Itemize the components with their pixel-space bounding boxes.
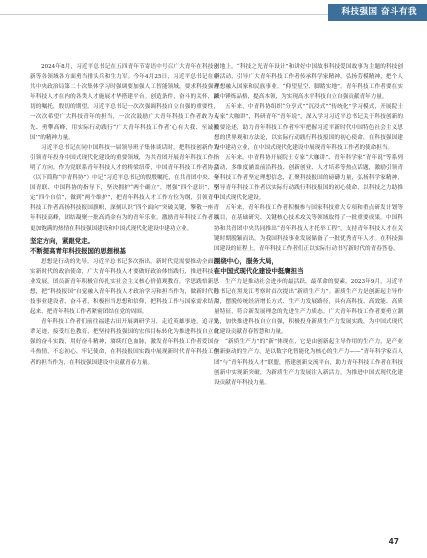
body-paragraph: 2024年8月，习近平总书记在五四青年节寄语中号召广大青年在科技创新等各领域各方面勇当排头兵和生力军。今年4月25日，习近平总书记在中共中央政治局第二十次集体学习时强调要加强人工智能领域，要求科技强青年科技人才在内的各类人才施展才华搭建平台。创造条件，奋斗的关怀，深切的嘱托，殷切的期望。习近平总书记一次次强调科技自立自强的重要性，一次次希望广大科技青年的担当，一次次鼓励广大青年科技工作者敢为人先、勇攀高峰，用实际行动践行“广大青年科技工作者‘心有大我、至诚报国’”的精神力量。 [30,64,219,141]
body-paragraph: 五年来，青年科技工作者积极参与国家科技重大专项和重点研发计划等项目，在基础研究、关键核心技术攻关等领域取得了一批重要成果。中国科协和共青团中央共同推出“青年科技人才托举工程”，支持青年科技人才在关键时期脱颖而出，为我国科技事业发展储备了一批优秀青年人才。在科技强国建设的征程上，青年科技工作者们正以实际行动书写新时代的青春答卷。 [214,205,403,252]
body-paragraph: “新质生产力”的“新”体现在，它是由创新起主导作用的生产力，是产业创新驱动的生产力，是以数字化智能化为核心的生产力——“青年科学家百人团”与“青年科技人才”联盟，搭建创新交流平台，助力青年科技工作者在科技创新中实现新突破，为新质生产力发展注入新活力，为推进中国式现代化建设贡献青年科技力量。 [214,339,403,386]
section-heading-line-1: 围绕中心，服务大局， [214,256,278,265]
right-column [214,62,403,388]
body-paragraph: 思想是行动的先导。习近平总书记多次指出，新时代党需要推动全面落实新时代的政治使命，广大青年科技人才要做好政治体悟践行，推进科技事业发展。团员新青年积极宣传扎实社会主义核心价值观教育，学思践悟新思想，把“科技报国”自觉融入青年科技人才政治学习和担当作为，做新时代科技事业建设者、奋斗者，积极担当思想和信仰，把科技工作与国家需求结合起来、把青年科技工作者紧密团结在党的周围。 [30,258,219,316]
body-paragraph: 习近平总书记在同中国科技一届领导班子集体谈话时，把科技创新作为引领青年投身中国式现代化建设的重要领域，为共青团开展青年科技工作指明了方向。作为党联系青年科技人才的桥梁纽带，中国青年科技工作者协会（以下简称“中青科协”）中记“习近平总书记的殷殷嘱托，在共青团中央、全国青联、中国科协的指导下，坚决拥护“两个确立”，增强“四个意识”，坚定“四个自信”，做到“两个维护”，把青年科技人才工作方位为纲，引领青年科技工作者高扬科技报国旗帜，深刻认识“四个面向”突破关键，擎敬一座青年科技高峰，团结凝聚一批高尚金有为的青年乐业，激励青年科技工作者以更加饱满的热情在科技强国建设和中国式现代化建设中建功立业。 [30,144,219,232]
section-heading-line-1: 坚定方向，紧跟党走。 [30,236,94,245]
body-paragraph: 土地上，“科技之光青年设计”和讲好中国故事科技爱国故事为主题的科技创新活动，引导广大青年科技工作者传承科学家精神，弘扬劳模精神，把个人理想融入国家和民族事业。“仰望星空、脚踏实地”，青年科技工作者要在实践中锤炼品格，提高本领，为实现高水平科技自立自强贡献青年力量。 [214,64,403,101]
page-header [0,0,427,22]
left-column [30,62,219,368]
section-heading-line-2: 不断提高青年科技报国的思想根基 [30,247,126,256]
page-number: 47 [388,537,399,546]
section-heading-line-2: 在中国式现代化建设中挺膺担当 [214,267,304,276]
body-paragraph: 生产力是推动社会进步的最活跃、最革命的要素。2023年9月，习近平总书记在黑龙江考察时首次提出“新质生产力”。新质生产力是创新起主导作用，摆脱传统经济增长方式、生产力发展路径，具有高科技、高效能、高质量特征，符合新发展理念的先进生产力质态。广大青年科技工作者要勇立潮头，加快推进科技自立自强，积极投身新质生产力发展实践，为中国式现代化建设贡献青春智慧和力量。 [214,278,403,336]
section-header-label: 科技强国 奋斗有我 [328,4,427,21]
body-paragraph: 五年来，中青科协开展院士专家“大咖讲”、青年科学家“青年说”等系列活动，多维度涵盖前沿科技、创新创业、人才培养等热点话题，激励引领青年科技工作者坚定理想信念，汇聚科技报国的磅礴力量，弘扬科学家精神，引导青年科技工作者以实际行动践行科技报国的初心使命，以科技之力助推中国式现代化建设。 [214,154,403,202]
body-paragraph: 青年科技工作者们前往福建古田开展调研学习，走近英雄事迹，追寻先辈足迹，接受红色教育，把坚持科技强国的宏伟目标转化为推进科技自立自强的奋斗实践，用好奋斗精神，赓续红色血脉，激发青年科技工作者爱国奋斗热情，不忘初心、牢记使命，在科技报国实践中展现新时代青年科技工作者的担当作为，在科技强国建设中贡献青春力量。 [30,319,219,366]
body-paragraph: 五年来，中青科协组织“分享式”“沉浸式”“传统化”学习模式，开展院士专家“大咖讲”，科研青年“青年说”，深入学习习近平总书记关于科技创新的重要论述，助力青年科技工作者牢牢把握习近平新时代中国特色社会主义思想的世界观和方法论，以实际行动践行科技报国的初心使命，在科技强国建设中建功立业，在中国式现代化建设中展现青年科技工作者的使命担当。 [214,104,403,151]
